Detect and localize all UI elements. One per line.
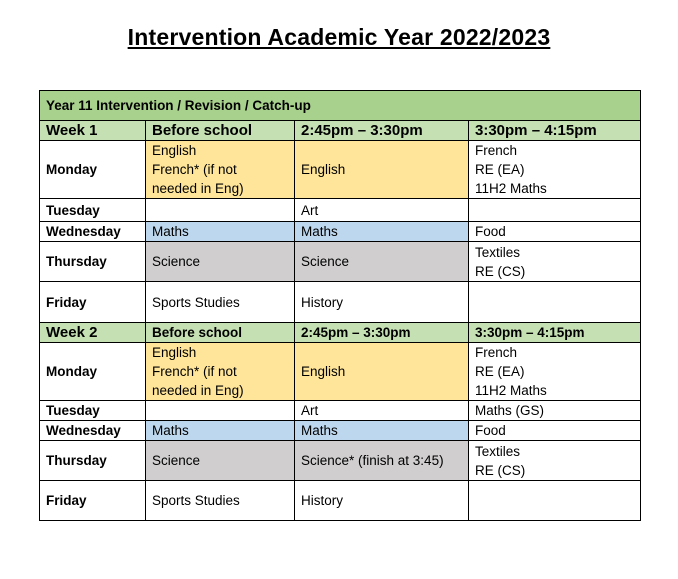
column-header-after-school-2: 3:30pm – 4:15pm xyxy=(469,121,641,141)
before-school-cell: Science xyxy=(146,441,295,481)
cell-line: French* (if not xyxy=(152,364,237,379)
before-school-cell xyxy=(146,401,295,421)
cell-line: RE (EA) xyxy=(475,162,525,177)
day-label: Monday xyxy=(40,141,146,199)
session-2-cell xyxy=(469,141,641,199)
week-1-thursday-row xyxy=(40,242,641,282)
session-1-cell: History xyxy=(295,481,469,521)
session-2-cell xyxy=(469,343,641,401)
intervention-timetable xyxy=(39,90,641,521)
week-1-wednesday-row xyxy=(40,222,641,242)
cell-line: RE (EA) xyxy=(475,364,525,379)
day-label: Tuesday xyxy=(40,401,146,421)
cell-line: French xyxy=(475,345,518,360)
week-2-monday-row xyxy=(40,343,641,401)
column-header-before-school: Before school xyxy=(146,323,295,343)
week-2-tuesday-row xyxy=(40,401,641,421)
session-1-cell: History xyxy=(295,282,469,323)
week-1-friday-row xyxy=(40,282,641,323)
cell-line: English xyxy=(152,345,197,360)
day-label: Friday xyxy=(40,282,146,323)
column-header-after-school-2: 3:30pm – 4:15pm xyxy=(469,323,641,343)
cell-line: RE (CS) xyxy=(475,263,526,279)
week-2-header-row xyxy=(40,323,641,343)
before-school-cell: Maths xyxy=(146,421,295,441)
cell-line: needed in Eng) xyxy=(152,181,244,196)
cell-line: Textiles xyxy=(475,443,521,459)
session-1-cell: Art xyxy=(295,199,469,222)
column-header-after-school-1: 2:45pm – 3:30pm xyxy=(295,121,469,141)
cell-line: 11H2 Maths xyxy=(475,181,547,196)
day-label: Thursday xyxy=(40,441,146,481)
week-label: Week 1 xyxy=(40,121,146,141)
timetable-banner: Year 11 Intervention / Revision / Catch-up xyxy=(40,91,641,121)
session-2-cell xyxy=(469,282,641,323)
session-2-cell: Food xyxy=(469,222,641,242)
week-1-header-row xyxy=(40,121,641,141)
cell-line: English xyxy=(152,143,197,158)
day-label: Wednesday xyxy=(40,421,146,441)
session-1-cell: English xyxy=(295,343,469,401)
session-1-cell: Maths xyxy=(295,421,469,441)
before-school-cell: Science xyxy=(146,242,295,282)
cell-line: needed in Eng) xyxy=(152,383,244,398)
before-school-cell: Maths xyxy=(146,222,295,242)
week-2-friday-row xyxy=(40,481,641,521)
session-2-cell xyxy=(469,242,641,282)
session-1-cell: Art xyxy=(295,401,469,421)
day-label: Friday xyxy=(40,481,146,521)
before-school-cell: Sports Studies xyxy=(146,481,295,521)
cell-line: RE (CS) xyxy=(475,462,526,478)
column-header-after-school-1: 2:45pm – 3:30pm xyxy=(295,323,469,343)
document-title: Intervention Academic Year 2022/2023 xyxy=(127,24,551,50)
cell-line: 11H2 Maths xyxy=(475,383,547,398)
day-label: Monday xyxy=(40,343,146,401)
before-school-cell xyxy=(146,199,295,222)
session-2-cell: Food xyxy=(469,421,641,441)
cell-line: French xyxy=(475,143,518,158)
before-school-cell: Sports Studies xyxy=(146,282,295,323)
week-label: Week 2 xyxy=(40,323,146,343)
session-2-cell xyxy=(469,199,641,222)
week-1-tuesday-row xyxy=(40,199,641,222)
column-header-before-school: Before school xyxy=(146,121,295,141)
session-2-cell: Maths (GS) xyxy=(469,401,641,421)
week-2-wednesday-row xyxy=(40,421,641,441)
day-label: Thursday xyxy=(40,242,146,282)
session-1-cell: English xyxy=(295,141,469,199)
session-2-cell xyxy=(469,481,641,521)
timetable-banner-row xyxy=(40,91,641,121)
before-school-cell xyxy=(146,343,295,401)
day-label: Tuesday xyxy=(40,199,146,222)
cell-line: Textiles xyxy=(475,244,521,260)
week-1-monday-row xyxy=(40,141,641,199)
session-2-cell xyxy=(469,441,641,481)
cell-line: French* (if not xyxy=(152,162,237,177)
session-1-cell: Science* (finish at 3:45) xyxy=(295,441,469,481)
session-1-cell: Science xyxy=(295,242,469,282)
session-1-cell: Maths xyxy=(295,222,469,242)
week-2-thursday-row xyxy=(40,441,641,481)
day-label: Wednesday xyxy=(40,222,146,242)
before-school-cell xyxy=(146,141,295,199)
